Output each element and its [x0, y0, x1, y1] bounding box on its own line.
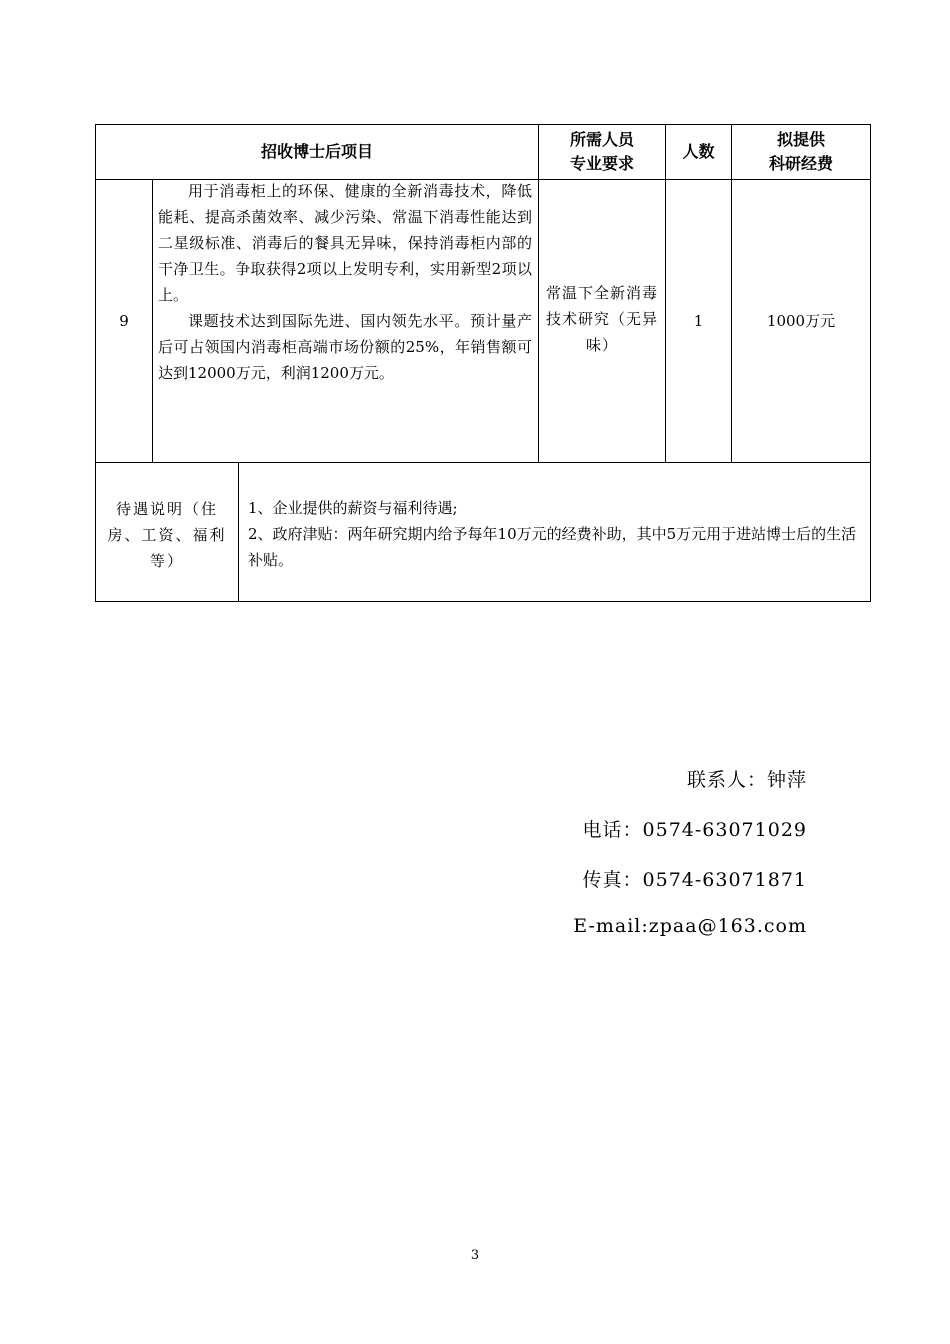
project-description-paragraph: 课题技术达到国际先进、国内领先水平。预计量产后可占领国内消毒柜高端市场份额的25%，年销售额可达到12000万元，利润1200万元。	[158, 312, 532, 382]
table-border-right	[870, 124, 871, 602]
contact-phone: 电话：0574-63071029	[582, 819, 807, 841]
header-count: 人数	[682, 142, 715, 161]
table-row-divider	[95, 462, 871, 463]
benefits-label: 待遇说明（住房、工资、福利等）	[107, 500, 227, 570]
row-index: 9	[119, 312, 129, 330]
requirement-value: 常温下全新消毒技术研究（无异味）	[546, 284, 659, 354]
contact-email: E-mail:zpaa@163.com	[573, 915, 807, 937]
project-description-paragraph: 用于消毒柜上的环保、健康的全新消毒技术，降低能耗、提高杀菌效率、减少污染、常温下消毒性能达到二星级标准、消毒后的餐具无异味，保持消毒柜内部的干净卫生。争取获得2项以上发明专利，实用新型2项以上。	[158, 182, 532, 304]
benefits-item: 1、企业提供的薪资与福利待遇;	[248, 499, 458, 517]
table-col-divider-index	[152, 179, 153, 463]
benefits-item: 2、政府津贴：两年研究期内给予每年10万元的经费补助，其中5万元用于进站博士后的生活补贴。	[248, 525, 857, 569]
header-funding: 拟提供 科研经费	[768, 130, 833, 173]
contact-person: 联系人：钟萍	[686, 769, 807, 791]
funding-value: 1000万元	[766, 312, 836, 330]
project-description	[158, 178, 532, 386]
benefits-content	[248, 495, 864, 573]
table-border-top	[95, 124, 871, 125]
header-project: 招收博士后项目	[260, 142, 373, 161]
table-col-divider-benefits	[238, 462, 239, 602]
table-border-bottom	[95, 601, 871, 602]
table-border-left	[95, 124, 96, 602]
count-value: 1	[693, 312, 704, 330]
header-requirement: 所需人员 专业要求	[569, 130, 634, 173]
contact-fax: 传真：0574-63071871	[582, 869, 807, 891]
table-col-divider-requirement	[665, 124, 666, 463]
page-number: 3	[470, 1248, 480, 1263]
